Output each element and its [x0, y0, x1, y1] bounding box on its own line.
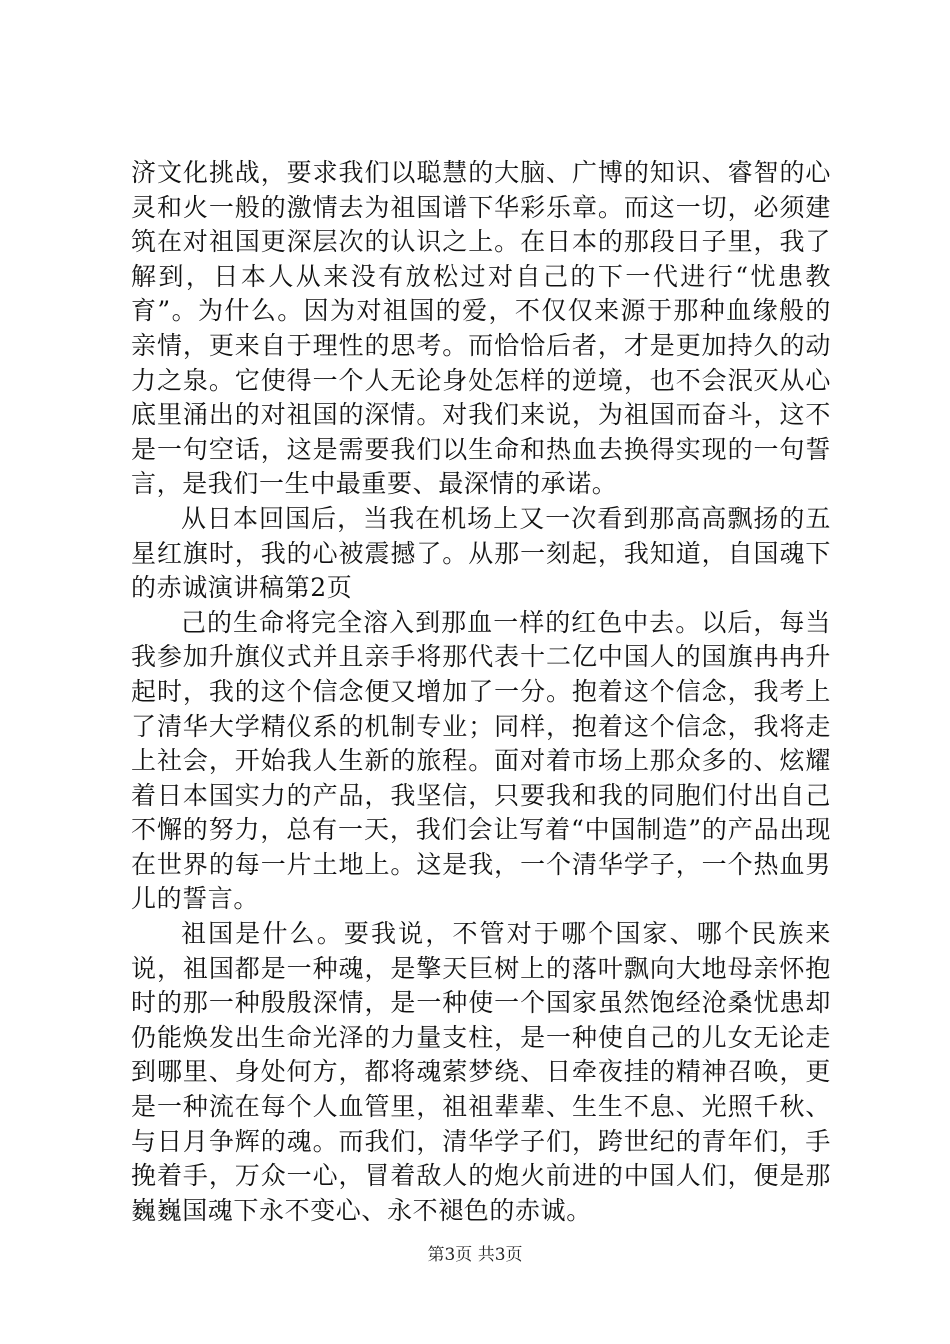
page-footer: 第3页 共3页 — [427, 1245, 523, 1265]
paragraph-4: 祖国是什么。要我说，不管对于哪个国家、哪个民族来说，祖国都是一种魂，是擎天巨树上的落叶飘向大地母亲怀抱时的那一种殷殷深情，是一种使一个国家虽然饱经沧桑忧患却仍能焕发出生命光泽的力量支柱，是一种使自己的儿女无论走到哪里、身处何方，都将魂萦梦绕、日牵夜挂的精神召唤，更是一种流在每个人血管里，祖祖辈辈、生生不息、光照千秋、与日月争辉的魂。而我们，清华学子们，跨世纪的青年们，手挽着手，万众一心，冒着敌人的炮火前进的中国人们，便是那巍巍国魂下永不变心、永不褪色的赤诚。 — [131, 919, 831, 1225]
document-body — [131, 156, 831, 1228]
paragraph-2: 从日本回国后，当我在机场上又一次看到那高高飘扬的五星红旗时，我的心被震撼了。从那一刻起，我知道，自国魂下的赤诚演讲稿第2页 — [131, 503, 831, 603]
paragraph-1: 济文化挑战，要求我们以聪慧的大脑、广博的知识、睿智的心灵和火一般的激情去为祖国谱下华彩乐章。而这一切，必须建筑在对祖国更深层次的认识之上。在日本的那段日子里，我了解到，日本人从来没有放松过对自己的下一代进行“忧患教育”。为什么。因为对祖国的爱，不仅仅来源于那种血缘般的亲情，更来自于理性的思考。而恰恰后者，才是更加持久的动力之泉。它使得一个人无论身处怎样的逆境，也不会泯灭从心底里涌出的对祖国的深情。对我们来说，为祖国而奋斗，这不是一句空话，这是需要我们以生命和热血去换得实现的一句誓言，是我们一生中最重要、最深情的承诺。 — [131, 158, 831, 499]
paragraph-3: 己的生命将完全溶入到那血一样的红色中去。以后，每当我参加升旗仪式并且亲手将那代表十二亿中国人的国旗冉冉升起时，我的这个信念便又增加了一分。抱着这个信念，我考上了清华大学精仪系的机制专业；同样，抱着这个信念，我将走上社会，开始我人生新的旅程。面对着市场上那众多的、炫耀着日本国实力的产品，我坚信，只要我和我的同胞们付出自己不懈的努力，总有一天，我们会让写着“中国制造”的产品出现在世界的每一片土地上。这是我，一个清华学子，一个热血男儿的誓言。 — [131, 607, 831, 914]
